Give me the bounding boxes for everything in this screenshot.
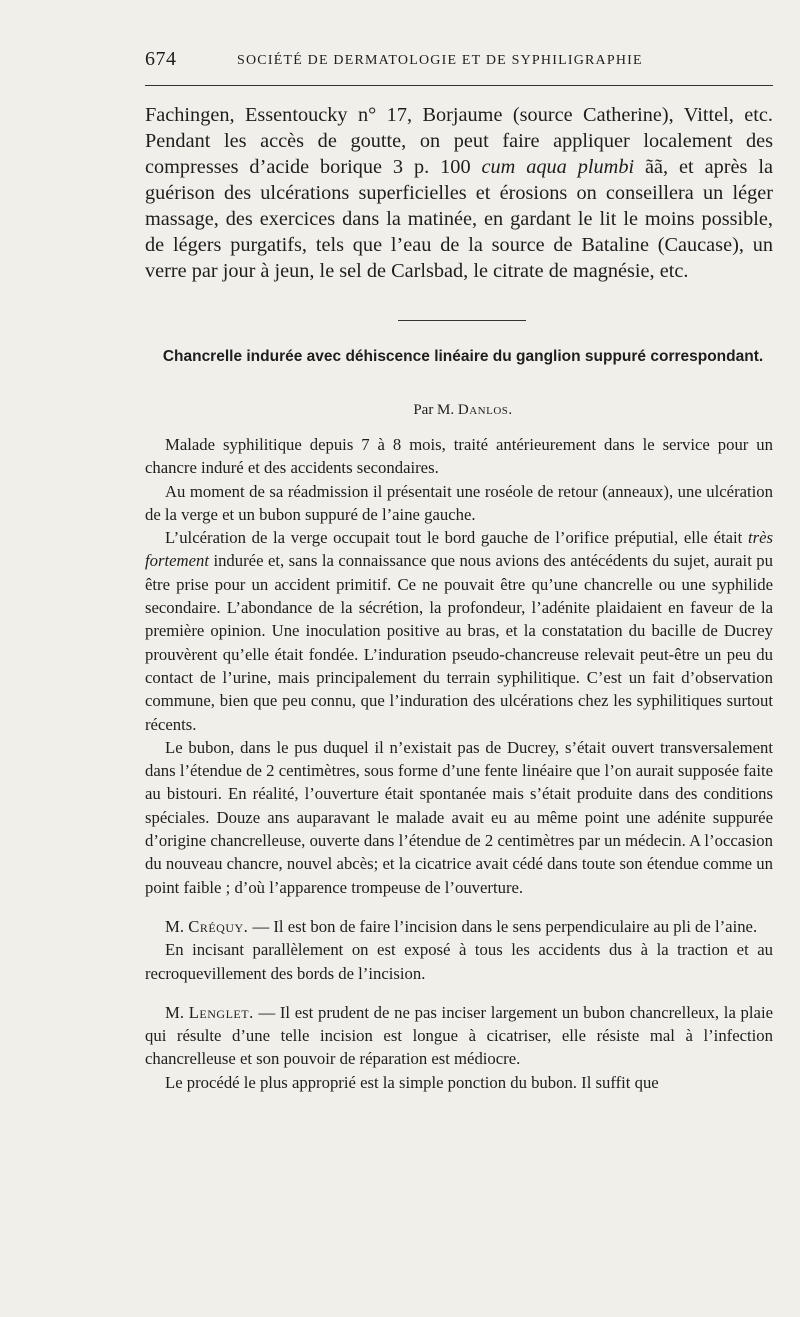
crequy-paragraph-2: En incisant parallèlement on est exposé à tous les accidents dus à la traction et au recroquevillement des bords de l’incision.	[145, 940, 773, 983]
crequy-remark	[145, 915, 773, 938]
intro-paragraph	[145, 102, 773, 284]
author-line	[145, 402, 781, 419]
paragraph-3-italic: très fortement	[145, 528, 773, 571]
intro-text: Fachingen, Essentoucky n° 17, Borjaume (source Catherine), Vittel, etc. Pendant les accès de goutte, on peut faire appliquer localement des compresses d’acide borique 3 p. 100	[145, 104, 773, 178]
body-block	[145, 433, 773, 1094]
spacer	[145, 899, 773, 915]
crequy-name: Créquy.	[188, 916, 249, 936]
paragraph-4: Le bubon, dans le pus duquel il n’existait pas de Ducrey, s’était ouvert transversalement dans l’étendue de 2 centimètres, sous forme d’une fente linéaire que l’on aurait supposée faite au bistouri. En réalité, l’ouverture était spontanée mais s’était produite dans des conditions spéciales. Douze ans auparavant le malade avait eu au même point une adénite suppurée d’origine chancrelleuse, ouverte dans l’étendue de 2 centimètres par un médecin. A l’occasion du nouveau chancre, nouvel abcès; et la cicatrice avait cédé dans toute son étendue comme un point faible ; d’où l’apparence trompeuse de l’ouverture.	[145, 737, 773, 897]
page-header	[145, 48, 773, 72]
page-number: 674	[145, 48, 177, 70]
intro-italic: cum aqua plumbi	[481, 156, 635, 178]
intro-text-cont: ãã, et après la guérison des ulcérations superficielles et érosions on conseillera un léger massage, des exercices dans la matinée, en gardant le lit le moins possible, de légers purgatifs, tels que l’eau de la source de Bataline (Caucase), un verre par jour à jeun, le sel de Carlsbad, le citrate de magnésie, etc.	[145, 156, 773, 282]
paragraph-2: Au moment de sa réadmission il présentait une roséole de retour (anneaux), une ulcération de la verge et un bubon suppuré de l’aine gauche.	[145, 481, 773, 524]
running-head: SOCIÉTÉ DE DERMATOLOGIE ET DE SYPHILIGRAPHIE	[237, 53, 643, 68]
paragraph-3-text-cont: indurée et, sans la connaissance que nous avions des antécédents du sujet, aurait pu être prise pour un accident primitif. Ce ne pouvait être qu’une chancrelle ou une syphilide secondaire. L’abondance de la sécrétion, la profondeur, l’adénite plaidaient en faveur de la première opinion. Une inoculation positive au bras, et la constatation du bacille de Ducrey prouvèrent qu’elle était fondée. L’induration pseudo-chancreuse relevait peut-être un peu du contact de l’urine, mais principalement du terrain syphilitique. C’est un fait d’observation commune, bien que peu connu, que l’induration des ulcérations chez les syphilitiques surtout récents.	[145, 551, 773, 734]
header-rule	[145, 85, 773, 86]
spacer	[145, 985, 773, 1001]
paragraph-3-text: L’ulcération de la verge occupait tout le bord gauche de l’orifice préputial, elle était	[165, 528, 748, 548]
section-title: Chancrelle indurée avec déhiscence linéaire du ganglion suppuré correspondant.	[162, 348, 764, 365]
lenglet-prefix: M.	[165, 1002, 189, 1022]
lenglet-name: Lenglet.	[188, 1002, 254, 1022]
section-separator	[398, 320, 526, 321]
intro-block	[145, 102, 773, 284]
lenglet-text: — Il est prudent de ne pas inciser largement un bubon chancrelleux, la plaie qui résulte d’une telle incision est longue à cicatriser, elle résiste mal à l’infection chancrelleuse et son pouvoir de réparation est médiocre.	[145, 1002, 773, 1069]
paragraph-3	[145, 526, 773, 736]
crequy-prefix: M.	[165, 916, 189, 936]
lenglet-paragraph-2: Le procédé le plus approprié est la simple ponction du bubon. Il suffit que	[165, 1072, 659, 1092]
author-prefix: Par M.	[413, 402, 458, 418]
paragraph-1: Malade syphilitique depuis 7 à 8 mois, traité antérieurement dans le service pour un chancre induré et des accidents secondaires.	[145, 435, 773, 478]
lenglet-remark	[145, 1001, 773, 1071]
author-name: Danlos.	[457, 402, 513, 418]
crequy-text: — Il est bon de faire l’incision dans le sens perpendiculaire au pli de l’aine.	[248, 916, 758, 936]
